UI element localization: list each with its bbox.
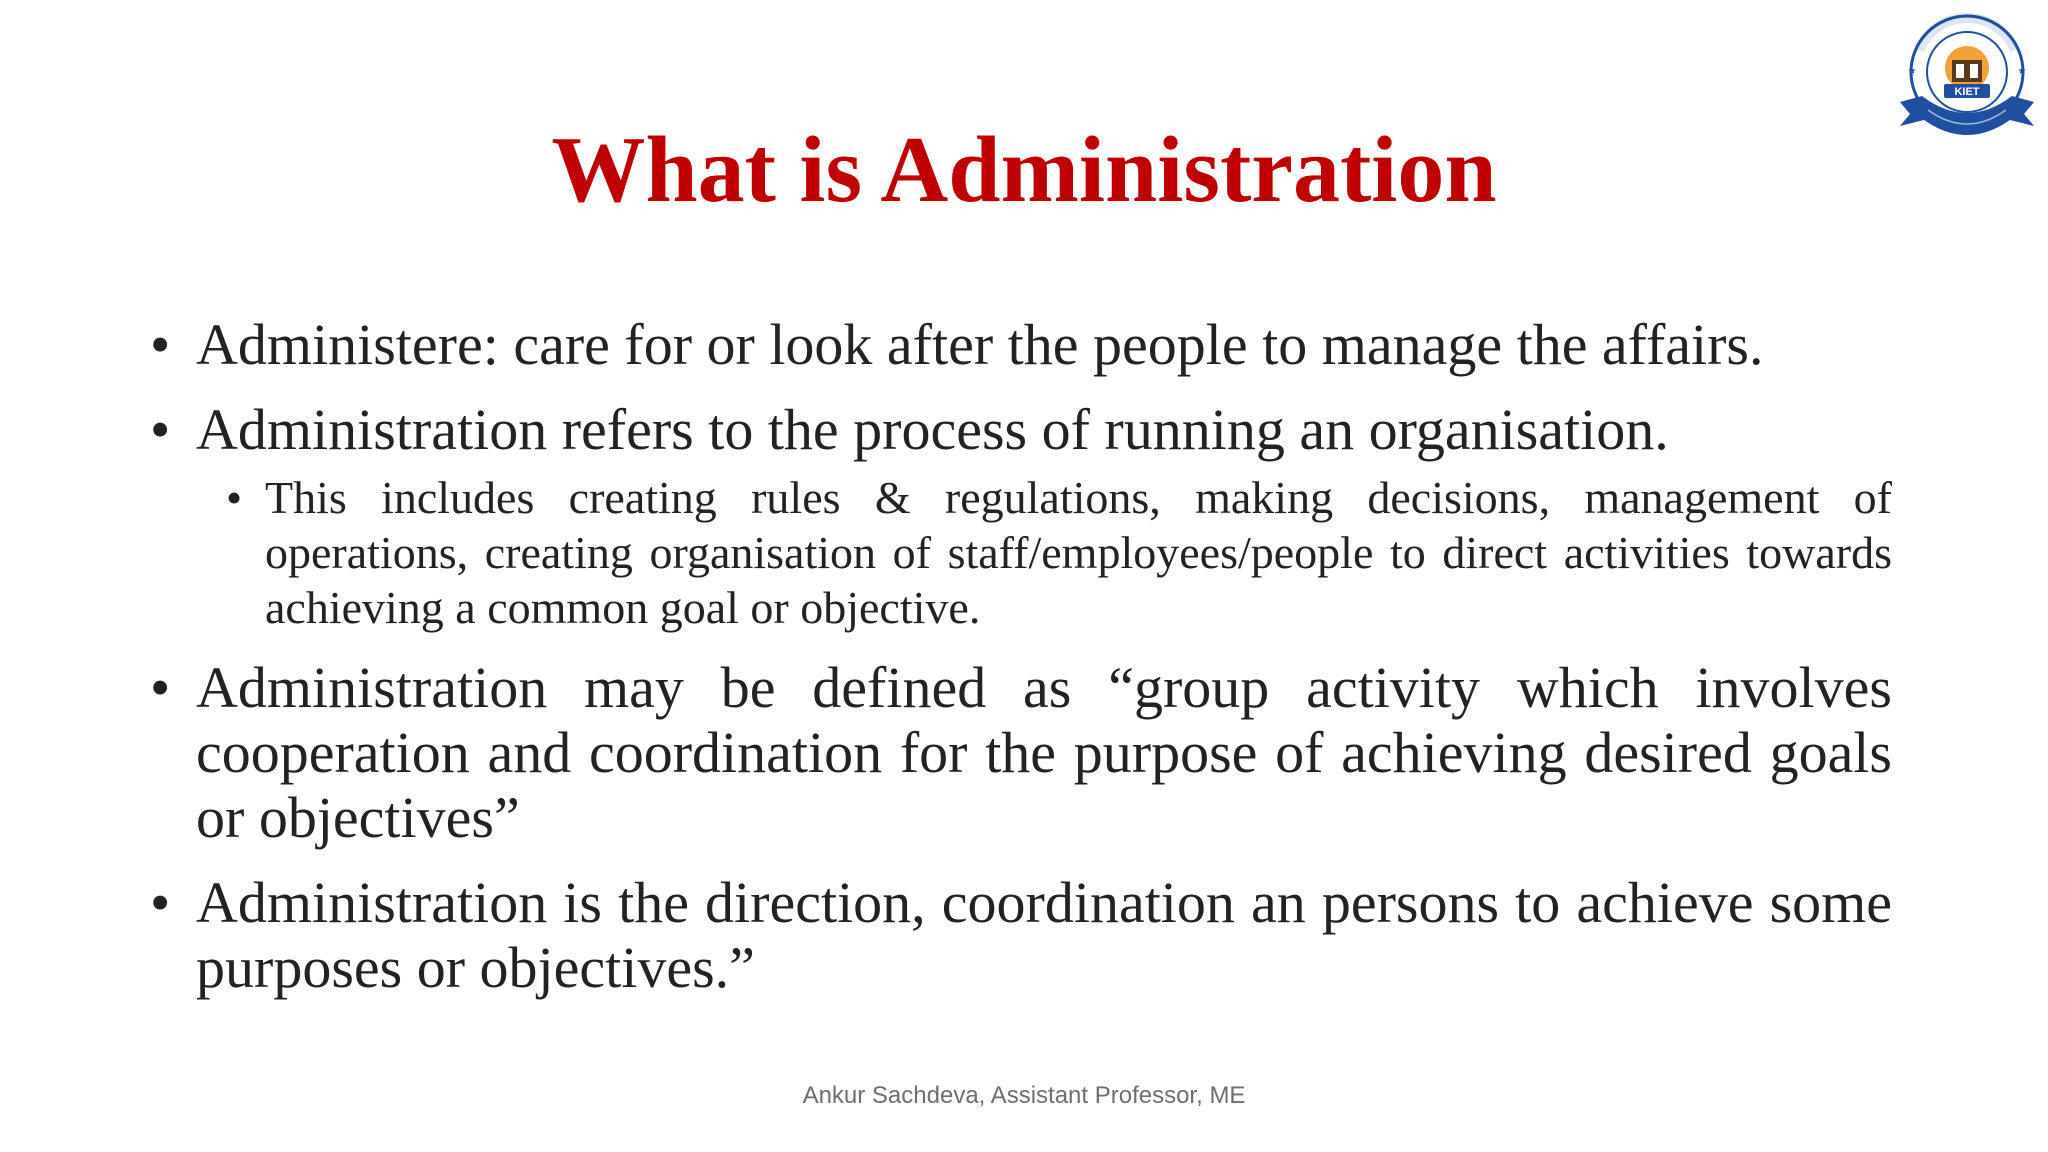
list-item <box>150 397 1892 635</box>
bullet-dot-icon: • <box>150 397 171 462</box>
bullet-list <box>150 312 1892 1000</box>
slide-title: What is Administration <box>551 118 1497 222</box>
sub-bullet-dot-icon: • <box>226 472 243 523</box>
sub-list-item <box>226 470 1892 635</box>
bullet-text: Administration is the direction, coordination an persons to achieve some purposes or objectives.” <box>196 870 1892 1000</box>
bullet-dot-icon: • <box>150 312 171 377</box>
kiet-emblem-icon <box>1892 10 2042 150</box>
bullet-text: Administration may be defined as “group activity which involves cooperation and coordination for the purpose of achieving desired goals or objectives” <box>196 655 1892 850</box>
sub-bullet-text: This includes creating rules & regulations, making decisions, management of operations, creating organisation of staff/employees/people to direct activities towards achieving a common goal or objective. <box>265 472 1892 633</box>
bullet-text: Administration refers to the process of running an organisation. <box>196 397 1669 462</box>
list-item <box>150 655 1892 850</box>
slide-footer: Ankur Sachdeva, Assistant Professor, ME <box>802 1082 1246 1109</box>
list-item <box>150 312 1892 377</box>
bullet-dot-icon: • <box>150 870 171 935</box>
bullet-dot-icon: • <box>150 655 171 720</box>
sub-bullet-list <box>196 470 1892 635</box>
logo-badge-text: KIET <box>1954 86 1980 98</box>
bullet-text: Administere: care for or look after the people to manage the affairs. <box>196 312 1764 377</box>
svg-text:★: ★ <box>1907 66 1917 77</box>
kiet-logo-icon <box>1892 10 2042 150</box>
svg-text:★: ★ <box>2017 66 2027 77</box>
slide-content <box>150 312 1892 1020</box>
list-item <box>150 870 1892 1000</box>
